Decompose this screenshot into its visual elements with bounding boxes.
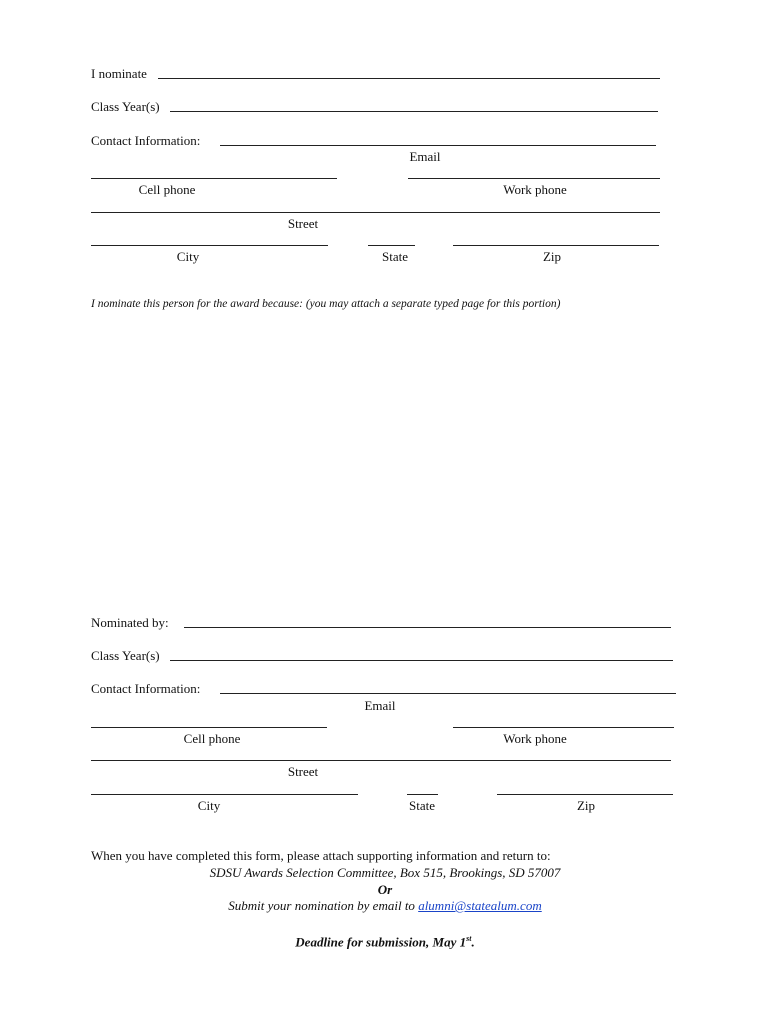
state-label: State bbox=[409, 798, 435, 813]
submission-email-link[interactable]: alumni@statealum.com bbox=[418, 898, 542, 913]
email-label: Email bbox=[409, 149, 441, 164]
nominator-city-field[interactable] bbox=[91, 794, 358, 795]
nominee-street-field[interactable] bbox=[91, 212, 660, 213]
state-label: State bbox=[382, 249, 408, 264]
contact-info-label: Contact Information: bbox=[91, 681, 201, 696]
city-label: City bbox=[197, 798, 221, 813]
work-phone-label: Work phone bbox=[503, 182, 567, 197]
contact-info-label: Contact Information: bbox=[91, 133, 201, 148]
return-instructions: When you have completed this form, please attach supporting information and return to: bbox=[91, 848, 551, 863]
nominator-work-phone-field[interactable] bbox=[453, 727, 674, 728]
nominator-class-year-field[interactable] bbox=[170, 660, 673, 661]
nominee-email-field[interactable] bbox=[220, 145, 656, 146]
nominator-name-field[interactable] bbox=[184, 627, 671, 628]
cell-phone-label: Cell phone bbox=[138, 182, 196, 197]
nominee-zip-field[interactable] bbox=[453, 245, 659, 246]
class-year-label: Class Year(s) bbox=[91, 648, 160, 663]
deadline-period: . bbox=[471, 934, 475, 950]
mailing-address: SDSU Awards Selection Committee, Box 515, Brookings, SD 57007 bbox=[209, 865, 561, 880]
nominator-cell-phone-field[interactable] bbox=[91, 727, 327, 728]
nominator-state-field[interactable] bbox=[407, 794, 438, 795]
nominee-work-phone-field[interactable] bbox=[408, 178, 660, 179]
zip-label: Zip bbox=[576, 798, 596, 813]
nominator-zip-field[interactable] bbox=[497, 794, 673, 795]
nominate-label: I nominate bbox=[91, 66, 147, 81]
deadline-text: Deadline for submission, May 1 bbox=[295, 934, 467, 950]
deadline bbox=[0, 930, 770, 950]
work-phone-label: Work phone bbox=[503, 731, 567, 746]
class-year-label: Class Year(s) bbox=[91, 99, 160, 114]
street-label: Street bbox=[287, 216, 319, 231]
nominated-by-label: Nominated by: bbox=[91, 615, 169, 630]
email-submission-prefix: Submit your nomination by email to bbox=[228, 898, 419, 913]
nominee-name-field[interactable] bbox=[158, 78, 660, 79]
email-submission bbox=[0, 897, 770, 914]
street-label: Street bbox=[287, 764, 319, 779]
zip-label: Zip bbox=[542, 249, 562, 264]
nominee-state-field[interactable] bbox=[368, 245, 415, 246]
reason-text-area[interactable] bbox=[91, 318, 671, 598]
nominee-class-year-field[interactable] bbox=[170, 111, 658, 112]
deadline-ordinal: st bbox=[466, 934, 472, 943]
nominee-city-field[interactable] bbox=[91, 245, 328, 246]
nominator-street-field[interactable] bbox=[91, 760, 671, 761]
nominee-cell-phone-field[interactable] bbox=[91, 178, 337, 179]
email-label: Email bbox=[364, 698, 396, 713]
city-label: City bbox=[176, 249, 200, 264]
cell-phone-label: Cell phone bbox=[183, 731, 241, 746]
reason-prompt: I nominate this person for the award because: (you may attach a separate typed page for this portion) bbox=[91, 298, 561, 310]
or-separator: Or bbox=[377, 882, 393, 897]
nominator-email-field[interactable] bbox=[220, 693, 676, 694]
